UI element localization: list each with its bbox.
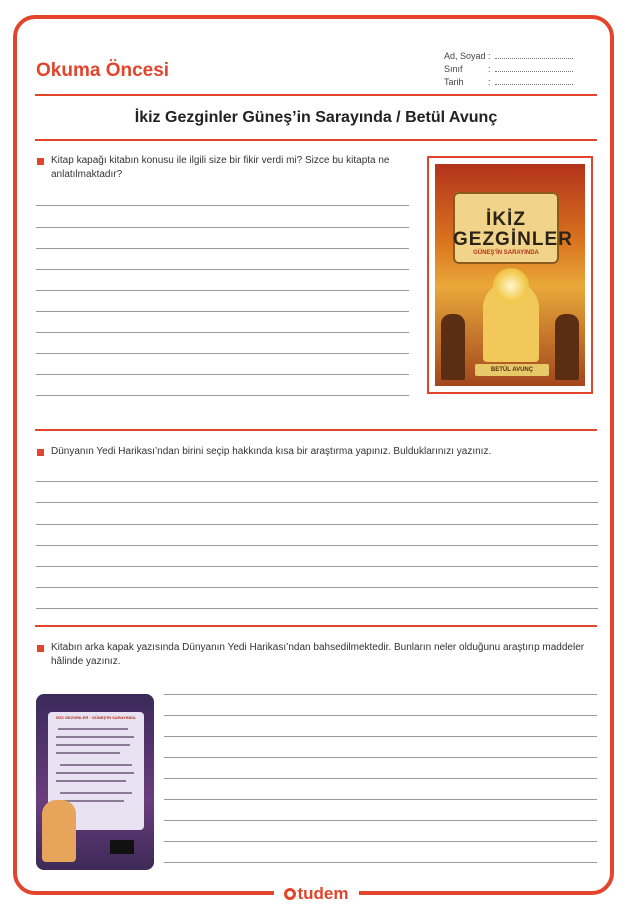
book-cover-image xyxy=(427,156,593,394)
footer-logo xyxy=(0,884,632,904)
back-cover-text-line xyxy=(56,772,134,774)
answer-line[interactable] xyxy=(164,694,597,695)
answer-line[interactable] xyxy=(164,820,597,821)
cover-subtitle: GÜNEŞ’İN SARAYINDA xyxy=(473,250,539,256)
brand-logo xyxy=(274,884,359,904)
answer-line[interactable] xyxy=(164,778,597,779)
answer-line[interactable] xyxy=(36,205,409,206)
answer-line[interactable] xyxy=(36,332,409,333)
section-divider-1 xyxy=(35,429,597,431)
brand-logo-icon xyxy=(284,888,296,900)
cover-statue-right xyxy=(555,314,579,380)
date-input-line[interactable] xyxy=(495,77,573,85)
name-label: Ad, Soyad xyxy=(444,51,486,61)
cover-sun xyxy=(493,268,529,304)
answer-line[interactable] xyxy=(164,757,597,758)
answer-line[interactable] xyxy=(36,269,409,270)
name-separator: : xyxy=(488,51,491,61)
cover-scroll xyxy=(453,192,573,264)
question-bullet xyxy=(37,645,44,652)
answer-line[interactable] xyxy=(36,587,598,588)
cover-title-line1: İKİZ xyxy=(486,209,526,230)
question-bullet xyxy=(37,449,44,456)
barcode xyxy=(110,840,134,854)
answer-line[interactable] xyxy=(36,608,598,609)
cover-statue-left xyxy=(441,314,465,380)
answer-line[interactable] xyxy=(36,524,598,525)
class-field xyxy=(444,64,573,74)
name-field xyxy=(444,51,573,61)
name-input-line[interactable] xyxy=(495,51,573,59)
question-3-text: Kitabın arka kapak yazısında Dünyanın Yedi Harikası’ndan bahsedilmektedir. Bunların neler olduğunu araştırıp maddeler hâlinde yazınız. xyxy=(51,642,585,667)
class-label: Sınıf xyxy=(444,64,463,74)
answer-line[interactable] xyxy=(36,481,598,482)
back-cover-image xyxy=(36,694,154,870)
answer-line[interactable] xyxy=(36,290,409,291)
date-label: Tarih xyxy=(444,77,464,87)
question-bullet xyxy=(37,158,44,165)
brand-name: tudem xyxy=(297,884,349,903)
answer-line[interactable] xyxy=(36,311,409,312)
answer-line[interactable] xyxy=(36,566,598,567)
answer-line[interactable] xyxy=(36,248,409,249)
cover-artwork xyxy=(435,164,585,386)
header-divider xyxy=(35,94,597,96)
answer-line[interactable] xyxy=(36,545,598,546)
back-cover-text-line xyxy=(56,780,126,782)
answer-line[interactable] xyxy=(164,799,597,800)
book-title: İkiz Gezginler Güneş’in Sarayında / Betül Avunç xyxy=(134,109,498,126)
answer-line[interactable] xyxy=(164,715,597,716)
answer-line[interactable] xyxy=(36,502,598,503)
back-cover-text-line xyxy=(60,792,132,794)
question-1-text: Kitap kapağı kitabın konusu ile ilgili size bir fikir verdi mi? Sizce bu kitapta ne anlatılmaktadır? xyxy=(51,155,390,180)
question-2-text: Dünyanın Yedi Harikası’ndan birini seçip hakkında kısa bir araştırma yapınız. Bulduklarınızı yazınız. xyxy=(51,446,492,457)
answer-line[interactable] xyxy=(36,353,409,354)
cover-title-line2: GEZGİNLER xyxy=(453,229,573,250)
back-cover-title: İKİZ GEZGİNLER · GÜNEŞ’İN SARAYINDA xyxy=(56,715,136,720)
answer-line[interactable] xyxy=(164,862,597,863)
section-divider-2 xyxy=(35,625,597,627)
answer-line[interactable] xyxy=(36,227,409,228)
answer-line[interactable] xyxy=(164,841,597,842)
back-cover-character xyxy=(42,800,76,862)
section-title: Okuma Öncesi xyxy=(36,60,170,81)
back-cover-text-line xyxy=(58,728,128,730)
date-separator: : xyxy=(488,77,491,87)
back-cover-text-line xyxy=(60,764,132,766)
answer-line[interactable] xyxy=(36,374,409,375)
back-cover-text-line xyxy=(56,744,130,746)
class-separator: : xyxy=(488,64,491,74)
cover-title xyxy=(453,209,573,250)
answer-line[interactable] xyxy=(164,736,597,737)
cover-author: BETÜL AVUNÇ xyxy=(475,364,549,376)
answer-line[interactable] xyxy=(36,395,409,396)
back-cover-text-line xyxy=(56,752,120,754)
title-divider xyxy=(35,139,597,141)
date-field xyxy=(444,77,573,87)
class-input-line[interactable] xyxy=(495,64,573,72)
back-cover-text-line xyxy=(56,736,134,738)
